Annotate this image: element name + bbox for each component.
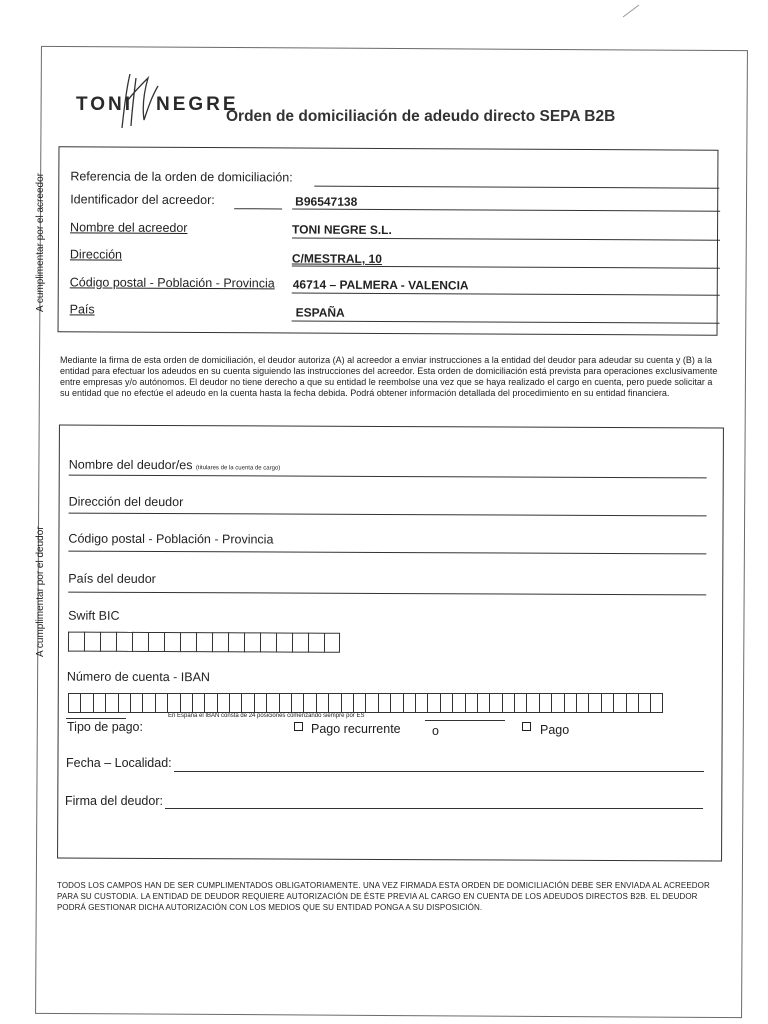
swift-cell[interactable] (212, 632, 228, 652)
creditor-postal-label: Código postal - Población - Provincia (69, 275, 275, 291)
iban-cell[interactable] (142, 693, 154, 713)
creditor-name-label: Nombre del acreedor (70, 220, 188, 235)
iban-cell[interactable] (378, 693, 390, 713)
debtor-name-row (68, 457, 709, 473)
swift-cell[interactable] (292, 633, 308, 653)
iban-cell[interactable] (576, 693, 588, 713)
pencil-mark-icon (622, 4, 640, 18)
creditor-identifier-value: B96547138 (295, 194, 358, 209)
iban-cell[interactable] (638, 693, 650, 713)
debtor-country-label: País del deudor (68, 571, 156, 586)
iban-cell[interactable] (105, 693, 117, 713)
creditor-name-row (70, 220, 710, 238)
iban-cell[interactable] (465, 693, 477, 713)
swift-cell[interactable] (244, 632, 260, 652)
creditor-country-row (69, 302, 710, 320)
recurrent-payment-checkbox[interactable] (294, 722, 303, 731)
debtor-postal-label: Código postal - Población - Provincia (68, 531, 274, 547)
company-logo (76, 88, 239, 128)
iban-cell[interactable] (68, 693, 80, 713)
swift-cell[interactable] (132, 632, 148, 652)
iban-cell[interactable] (316, 693, 328, 713)
creditor-identifier-label: Identificador del acreedor: (70, 192, 215, 208)
swift-cell[interactable] (324, 633, 340, 653)
creditor-identifier-line-short (234, 208, 282, 209)
creditor-country-value: ESPAÑA (295, 305, 345, 320)
debtor-name-note: (titulares de la cuenta de cargo) (195, 465, 281, 472)
iban-cell[interactable] (192, 693, 204, 713)
iban-cell[interactable] (167, 693, 179, 713)
swift-cell[interactable] (148, 632, 164, 652)
debtor-swift-label: Swift BIC (68, 608, 120, 623)
iban-cell[interactable] (626, 693, 638, 713)
debtor-name-line[interactable] (69, 475, 707, 479)
swift-cell[interactable] (308, 633, 324, 653)
swift-cell[interactable] (68, 632, 84, 652)
swift-cell[interactable] (164, 632, 180, 652)
iban-underline-right (425, 720, 505, 721)
iban-cell[interactable] (328, 693, 340, 713)
debtor-iban-label: Número de cuenta - IBAN (66, 669, 211, 685)
debtor-postal-row (68, 531, 708, 547)
iban-cell[interactable] (564, 693, 576, 713)
iban-cell[interactable] (452, 693, 464, 713)
signature-label: Firma del deudor: (65, 794, 163, 808)
iban-note: En España el IBAN consta de 24 posiciones comenzando siempre por ES (168, 713, 365, 719)
logo-text-left: TONI (76, 94, 134, 115)
creditor-country-line (292, 320, 720, 323)
creditor-name-value: TONI NEGRE S.L. (292, 222, 392, 238)
swift-cell[interactable] (196, 632, 212, 652)
creditor-section (58, 146, 719, 335)
swift-cell[interactable] (84, 632, 100, 652)
swift-cell[interactable] (180, 632, 196, 652)
logo-text-right: NEGRE (156, 94, 239, 115)
iban-cell[interactable] (303, 693, 315, 713)
iban-cell[interactable] (266, 693, 278, 713)
iban-cell[interactable] (403, 693, 415, 713)
iban-cell[interactable] (241, 693, 253, 713)
iban-cell[interactable] (254, 693, 266, 713)
iban-cell[interactable] (539, 693, 551, 713)
iban-cell[interactable] (229, 693, 241, 713)
iban-cell[interactable] (365, 693, 377, 713)
iban-cell[interactable] (390, 693, 402, 713)
single-payment-label: Pago (540, 723, 570, 737)
iban-cell[interactable] (502, 693, 514, 713)
side-label-creditor: A cumplimentar por el acreedor (35, 173, 46, 312)
debtor-address-line[interactable] (69, 513, 707, 517)
debtor-name-label: Nombre del deudor/es (68, 457, 193, 473)
creditor-reference-label: Referencia de la orden de domiciliación: (70, 169, 293, 185)
iban-cell[interactable] (353, 693, 365, 713)
debtor-address-row (68, 494, 709, 510)
date-place-label: Fecha – Localidad: (66, 756, 172, 770)
iban-underline-left (66, 718, 126, 719)
payment-type-label: Tipo de pago: (67, 720, 143, 734)
debtor-postal-line[interactable] (68, 551, 706, 555)
debtor-country-line[interactable] (68, 592, 706, 596)
side-label-debtor: A cumplimentar por el deudor (35, 526, 46, 657)
iban-cells[interactable] (68, 693, 663, 713)
debtor-country-row (68, 571, 708, 586)
iban-cell[interactable] (415, 693, 427, 713)
iban-cell[interactable] (440, 693, 452, 713)
single-payment-checkbox[interactable] (522, 722, 531, 731)
swift-cell[interactable] (276, 633, 292, 653)
debtor-address-label: Dirección del deudor (68, 494, 184, 510)
swift-cell[interactable] (260, 632, 276, 652)
swift-bic-cells[interactable] (68, 632, 340, 653)
iban-cell[interactable] (93, 693, 105, 713)
creditor-identifier-row (70, 192, 710, 209)
creditor-address-row (69, 247, 710, 266)
swift-cell[interactable] (100, 632, 116, 652)
creditor-postal-line (292, 292, 720, 295)
iban-cell[interactable] (514, 693, 526, 713)
iban-cell[interactable] (526, 693, 538, 713)
document-title: Orden de domiciliación de adeudo directo SEPA B2B (226, 108, 616, 125)
iban-cell[interactable] (613, 693, 625, 713)
mandate-legal-text: Mediante la firma de esta orden de domiciliación, el deudor autoriza (A) al acreedor a enviar instrucciones a la entidad del deudor para adeudar su cuenta y (B) a la entidad para efectuar los adeudos en su cuenta siguiendo las instrucciones del acreedor. Esta orden de domiciliación está prevista para operaciones exclusivamente entre empresas y/o autónomos. El deudor no tiene derecho a que su entidad le reembolse una vez que se haya realizado el cargo en cuenta, pero puede solicitar a su entidad que no efectúe el adeudo en la cuenta hasta la fecha debida. Podrá obtener información detallada del procedimiento en su entidad financiera. (60, 355, 718, 398)
iban-cell[interactable] (489, 693, 501, 713)
iban-cell[interactable] (650, 693, 662, 713)
swift-cell[interactable] (228, 632, 244, 652)
footer-legal-text: TODOS LOS CAMPOS HAN DE SER CUMPLIMENTADOS OBLIGATORIAMENTE. UNA VEZ FIRMADA ESTA ORDEN DE DOMICILIACIÓN DEBE SER ENVIADA AL ACREEDOR PARA SU CUSTODIA. LA ENTIDAD DE DEUDOR REQUIERE AUTORIZACIÓN DE ÉSTE PREVIA AL CARGO EN CUENTA DE LOS ADEUDOS DIRECTOS B2B. EL DEUDOR PODRÁ GESTIONAR DICHA AUTORIZACIÓN CON LOS MEDIOS QUE SU ENTIDAD PONGA A SU DISPOSICIÓN. (57, 881, 710, 912)
iban-cell[interactable] (477, 693, 489, 713)
date-place-line[interactable] (174, 771, 704, 772)
iban-cell[interactable] (204, 693, 216, 713)
creditor-name-line (292, 237, 720, 240)
iban-cell[interactable] (291, 693, 303, 713)
debtor-name-label-group (69, 458, 281, 473)
creditor-address-line (292, 265, 720, 268)
creditor-country-label: País (69, 302, 95, 317)
iban-cell[interactable] (180, 693, 192, 713)
iban-cell[interactable] (279, 693, 291, 713)
iban-cell[interactable] (427, 693, 439, 713)
iban-cell[interactable] (80, 693, 92, 713)
iban-cell[interactable] (601, 693, 613, 713)
iban-cell[interactable] (551, 693, 563, 713)
creditor-reference-line (314, 186, 719, 189)
iban-cell[interactable] (217, 693, 229, 713)
creditor-identifier-line (292, 208, 720, 211)
iban-cell[interactable] (341, 693, 353, 713)
creditor-address-value: C/MESTRAL, 10 (291, 251, 382, 266)
iban-cell[interactable] (118, 693, 130, 713)
creditor-postal-row (69, 275, 710, 293)
signature-line[interactable] (165, 808, 703, 809)
swift-cell[interactable] (116, 632, 132, 652)
creditor-postal-value: 46714 – PALMERA - VALENCIA (292, 277, 469, 293)
creditor-address-label: Dirección (69, 247, 123, 262)
creditor-reference-row (70, 169, 710, 185)
iban-cell[interactable] (155, 693, 167, 713)
iban-cell[interactable] (588, 693, 600, 713)
payment-or-label: o (432, 724, 439, 738)
recurrent-payment-label: Pago recurrente (311, 722, 401, 736)
iban-cell[interactable] (130, 693, 142, 713)
